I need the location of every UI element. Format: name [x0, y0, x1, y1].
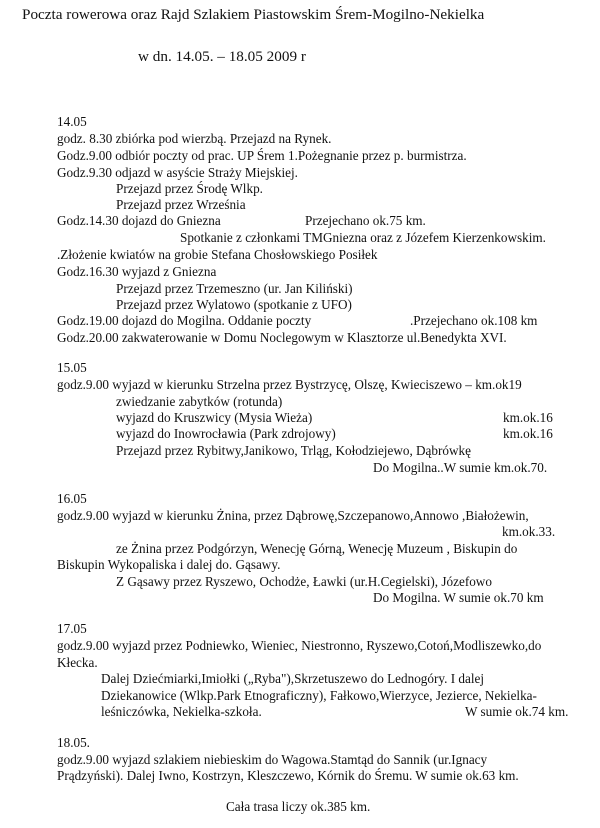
document-date-range: w dn. 14.05. – 18.05 2009 r	[138, 48, 306, 65]
itinerary-line: wyjazd do Inowrocławia (Park zdrojowy)	[116, 426, 336, 441]
day-heading: 14.05	[57, 114, 87, 129]
day-heading: 15.05	[57, 360, 87, 375]
itinerary-line: Kłecka.	[57, 655, 98, 670]
itinerary-line: leśniczówka, Nekielka-szkoła.	[101, 704, 262, 719]
distance-note: Przejechano ok.75 km.	[305, 213, 426, 228]
day-heading: 17.05	[57, 621, 87, 636]
day-heading: 18.05.	[57, 735, 90, 750]
itinerary-line: godz.9.00 wyjazd w kierunku Żnina, przez Dąbrowę,Szczepanowo,Annowo ,Białożewin,	[57, 508, 529, 523]
itinerary-line: Dziekanowice (Wlkp.Park Etnograficzny), Fałkowo,Wierzyce, Jezierce, Nekielka-	[101, 688, 537, 703]
itinerary-line: godz.9.00 wyjazd przez Podniewko, Wieniec, Niestronno, Ryszewo,Cotoń,Modliszewko,do	[57, 638, 542, 653]
distance-note: km.ok.16	[503, 426, 553, 441]
itinerary-line: Godz.9.30 odjazd w asyście Straży Miejskiej.	[57, 165, 298, 180]
distance-note: Do Mogilna..W sumie km.ok.70.	[373, 460, 548, 475]
itinerary-line: Przejazd przez Środę Wlkp.	[116, 181, 263, 196]
itinerary-line: Godz.16.30 wyjazd z Gniezna	[57, 264, 217, 279]
document-title: Poczta rowerowa oraz Rajd Szlakiem Piastowskim Śrem-Mogilno-Nekielka	[22, 6, 485, 23]
itinerary-line: .Złożenie kwiatów na grobie Stefana Chosłowskiego Posiłek	[57, 247, 378, 262]
itinerary-line: Biskupin Wykopaliska i dalej do. Gąsawy.	[57, 557, 281, 572]
distance-note: Do Mogilna. W sumie ok.70 km	[373, 590, 544, 605]
itinerary-line: Dalej Dziećmiarki,Imiołki („Ryba"),Skrzetuszewo do Lednogóry. I dalej	[101, 671, 485, 686]
itinerary-line: Przejazd przez Września	[116, 197, 246, 212]
itinerary-line: Przejazd przez Wylatowo (spotkanie z UFO)	[116, 297, 352, 312]
itinerary-line: Przejazd przez Trzemeszno (ur. Jan Kiliński)	[116, 281, 353, 296]
day-heading: 16.05	[57, 491, 87, 506]
itinerary-line: godz.9.00 wyjazd szlakiem niebieskim do Wagowa.Stamtąd do Sannik (ur.Ignacy	[57, 752, 488, 767]
distance-note: W sumie ok.74 km.	[465, 704, 569, 719]
itinerary-line: Przejazd przez Rybitwy,Janikowo, Trląg, Kołodziejewo, Dąbrówkę	[116, 443, 471, 458]
distance-note: km.ok.33.	[502, 524, 556, 539]
itinerary-line: Z Gąsawy przez Ryszewo, Ochodże, Ławki (ur.H.Cegielski), Józefowo	[116, 574, 492, 589]
itinerary-line: ze Żnina przez Podgórzyn, Wenecję Górną, Wenecję Muzeum , Biskupin do	[116, 541, 518, 556]
itinerary-line: Prądzyński). Dalej Iwno, Kostrzyn, Kleszczewo, Kórnik do Śremu. W sumie ok.63 km.	[57, 768, 519, 783]
itinerary-line: godz. 8.30 zbiórka pod wierzbą. Przejazd na Rynek.	[57, 131, 332, 146]
total-distance: Cała trasa liczy ok.385 km.	[226, 799, 371, 814]
itinerary-line: godz.9.00 wyjazd w kierunku Strzelna przez Bystrzycę, Olszę, Kwieciszewo – km.ok19	[57, 377, 522, 392]
itinerary-line: Godz.19.00 dojazd do Mogilna. Oddanie poczty	[57, 313, 312, 328]
itinerary-line: zwiedzanie zabytków (rotunda)	[116, 394, 283, 409]
itinerary-line: Godz.14.30 dojazd do Gniezna	[57, 213, 221, 228]
distance-note: .Przejechano ok.108 km	[410, 313, 538, 328]
distance-note: km.ok.16	[503, 410, 553, 425]
itinerary-line: Spotkanie z członkami TMGniezna oraz z Józefem Kierzenkowskim.	[180, 230, 546, 245]
itinerary-line: wyjazd do Kruszwicy (Mysia Wieża)	[116, 410, 313, 425]
itinerary-line: Godz.20.00 zakwaterowanie w Domu Noclegowym w Klasztorze ul.Benedykta XVI.	[57, 330, 507, 345]
itinerary-line: Godz.9.00 odbiór poczty od prac. UP Śrem 1.Pożegnanie przez p. burmistrza.	[57, 148, 467, 163]
